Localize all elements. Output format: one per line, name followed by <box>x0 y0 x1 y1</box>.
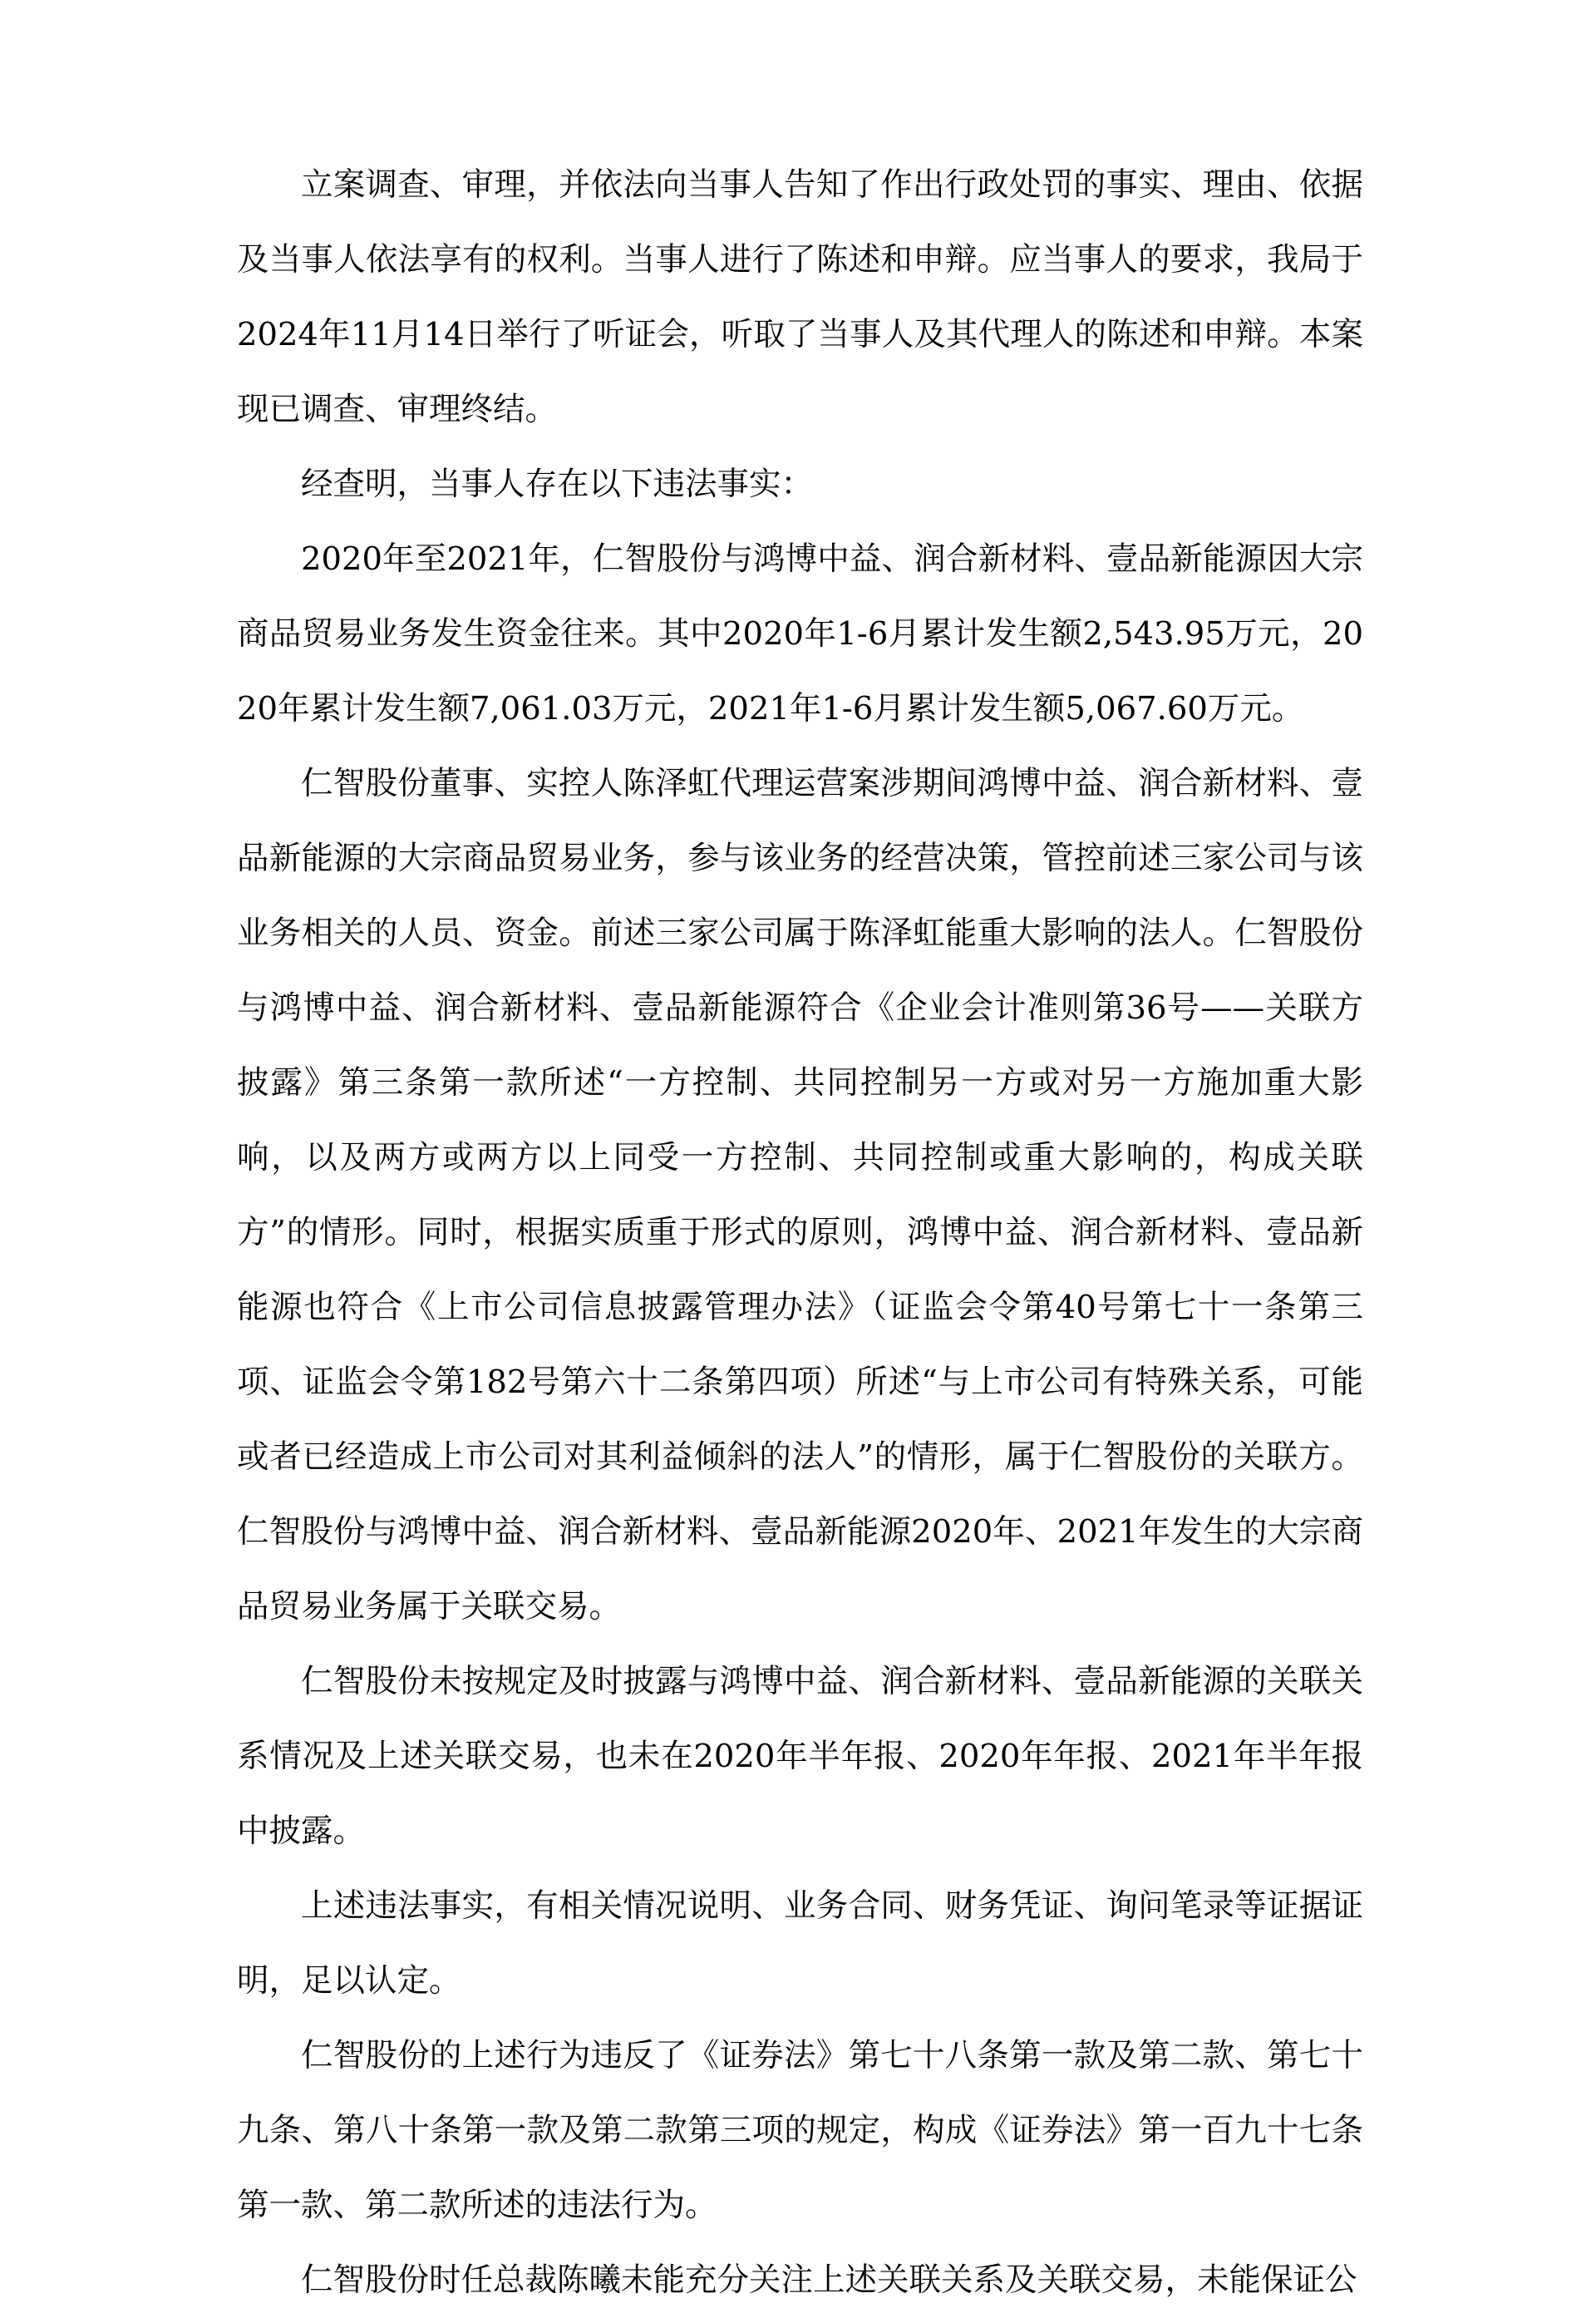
paragraph-evidence: 上述违法事实，有相关情况说明、业务合同、财务凭证、询问笔录等证据证明，足以认定。 <box>237 1887 1363 2000</box>
paragraph-nondisclosure: 仁智股份未按规定及时披露与鸿博中益、润合新材料、壹品新能源的关联关系情况及上述关联交易，也未在2020年半年报、2020年年报、2021年半年报中披露。 <box>237 1663 1363 1850</box>
paragraph-findings-intro: 经查明，当事人存在以下违法事实： <box>301 466 814 503</box>
paragraph-transaction-amounts: 2020年至2021年，仁智股份与鸿博中益、润合新材料、壹品新能源因大宗商品贸易业务发生资金往来。其中2020年1-6月累计发生额2,543.95万元，2020年累计发生额7,061.03万元，2021年1-6月累计发生额5,067.60万元。 <box>237 540 1363 727</box>
document-text-body <box>237 148 1363 2318</box>
paragraph-legal-violation: 仁智股份的上述行为违反了《证券法》第七十八条第一款及第二款、第七十九条、第八十条第一款及第二款第三项的规定，构成《证券法》第一百九十七条第一款、第二款所述的违法行为。 <box>237 2037 1363 2224</box>
paragraph-related-party-analysis: 仁智股份董事、实控人陈泽虹代理运营案涉期间鸿博中益、润合新材料、壹品新能源的大宗商品贸易业务，参与该业务的经营决策，管控前述三家公司与该业务相关的人员、资金。前述三家公司属于陈泽虹能重大影响的法人。仁智股份与鸿博中益、润合新材料、壹品新能源符合《企业会计准则第36号——关联方披露》第三条第一款所述“一方控制、共同控制另一方或对另一方施加重大影响，以及两方或两方以上同受一方控制、共同控制或重大影响的，构成关联方”的情形。同时，根据实质重于形式的原则，鸿博中益、润合新材料、壹品新能源也符合《上市公司信息披露管理办法》（证监会令第40号第七十一条第三项、证监会令第182号第六十二条第四项）所述“与上市公司有特殊关系，可能或者已经造成上市公司对其利益倾斜的法人”的情形，属于仁智股份的关联方。仁智股份与鸿博中益、润合新材料、壹品新能源2020年、2021年发生的大宗商品贸易业务属于关联交易。 <box>237 765 1363 1625</box>
paragraph-responsible-person: 仁智股份时任总裁陈曦未能充分关注上述关联关系及关联交易，未能保证公 <box>301 2261 1357 2299</box>
paragraph-investigation-procedure: 立案调查、审理，并依法向当事人告知了作出行政处罚的事实、理由、依据及当事人依法享有的权利。当事人进行了陈述和申辩。应当事人的要求，我局于2024年11月14日举行了听证会，听取了当事人及其代理人的陈述和申辩。本案现已调查、审理终结。 <box>237 166 1363 428</box>
